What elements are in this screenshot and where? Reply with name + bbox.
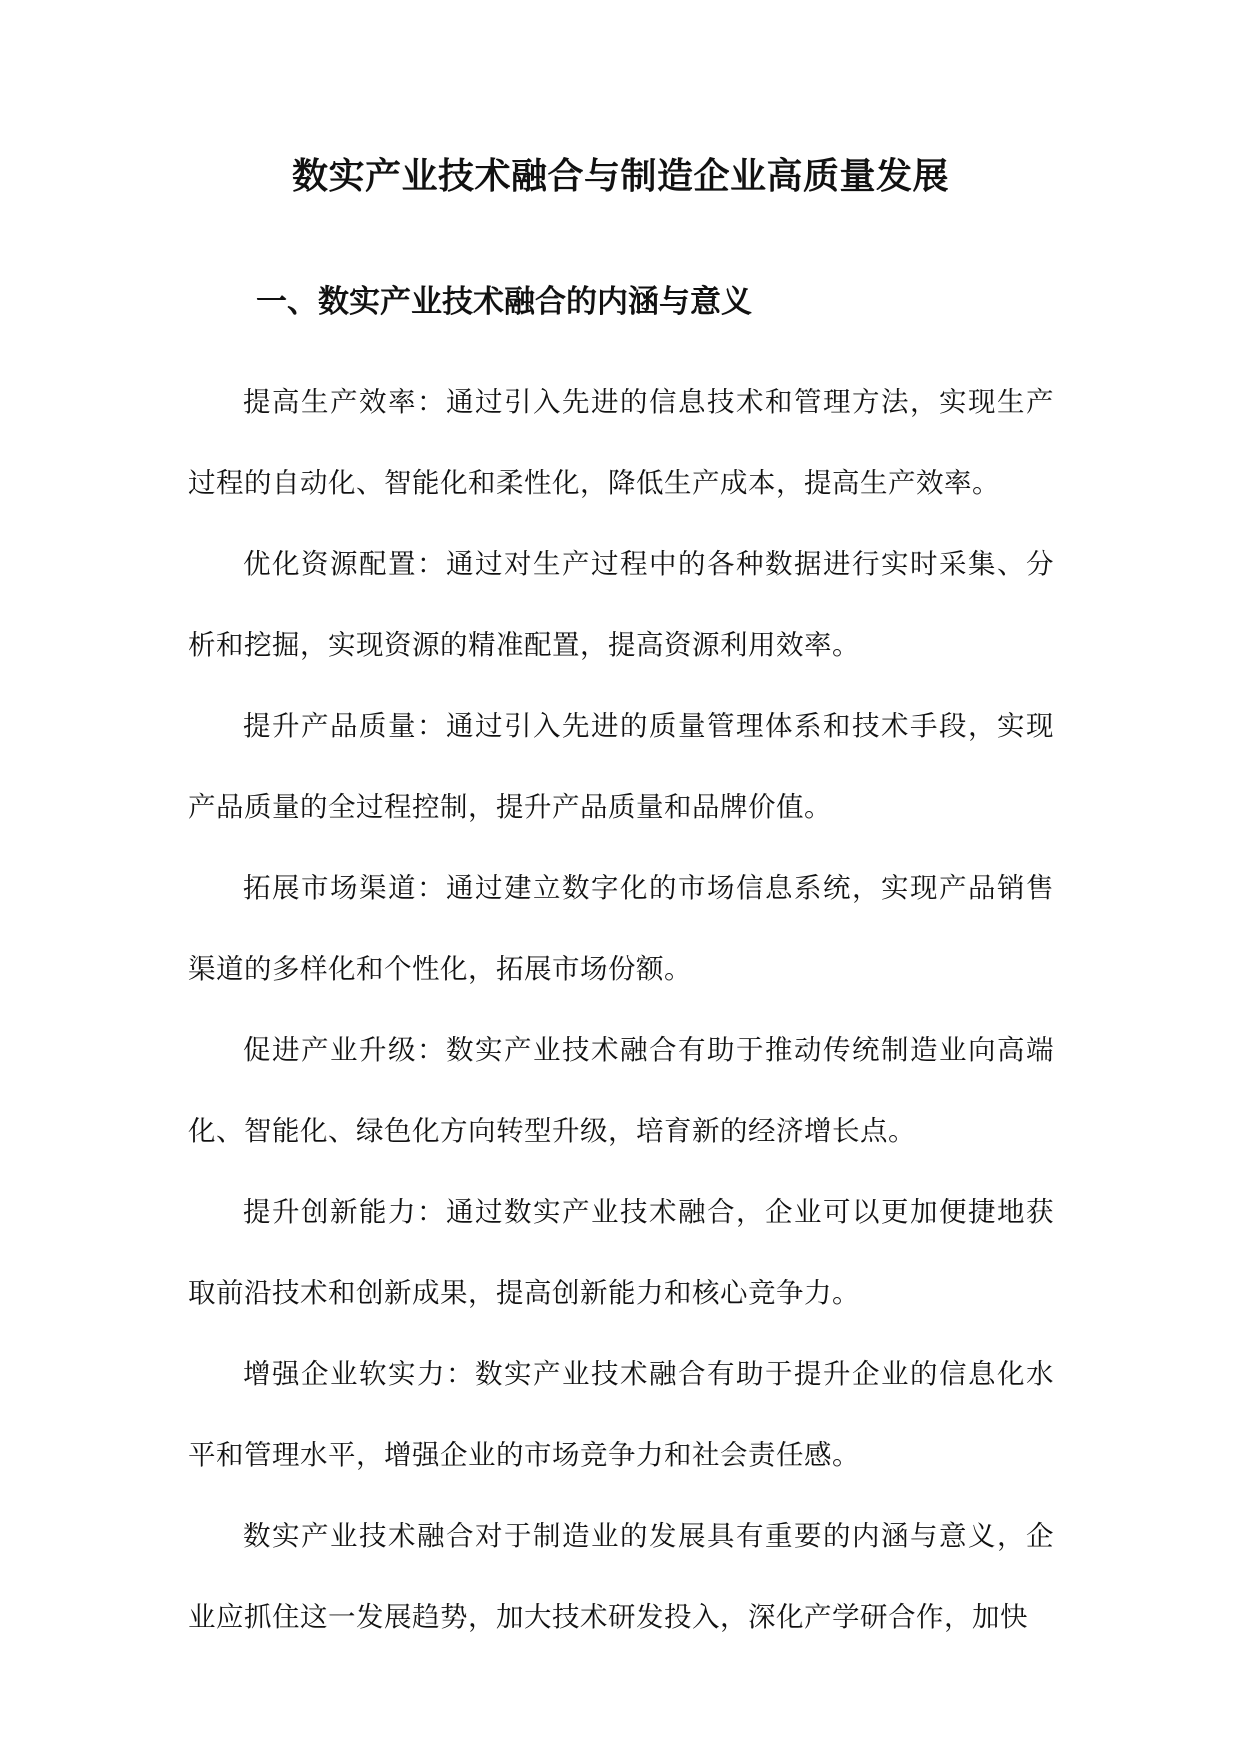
paragraph-resources: 优化资源配置：通过对生产过程中的各种数据进行实时采集、分析和挖掘，实现资源的精准配置，提高资源利用效率。 [188, 548, 1054, 661]
paragraph-quality: 提升产品质量：通过引入先进的质量管理体系和技术手段，实现产品质量的全过程控制，提升产品质量和品牌价值。 [188, 710, 1054, 823]
paragraph-market: 拓展市场渠道：通过建立数字化的市场信息系统，实现产品销售渠道的多样化和个性化，拓展市场份额。 [188, 872, 1054, 985]
body-text [188, 362, 1054, 1658]
paragraph-efficiency: 提高生产效率：通过引入先进的信息技术和管理方法，实现生产过程的自动化、智能化和柔性化，降低生产成本，提高生产效率。 [188, 386, 1054, 499]
paragraph-upgrade: 促进产业升级：数实产业技术融合有助于推动传统制造业向高端化、智能化、绿色化方向转型升级，培育新的经济增长点。 [188, 1034, 1054, 1147]
section-heading: 一、数实产业技术融合的内涵与意义 [256, 284, 752, 320]
paragraph-conclusion: 数实产业技术融合对于制造业的发展具有重要的内涵与意义，企业应抓住这一发展趋势，加大技术研发投入，深化产学研合作，加快 [188, 1520, 1054, 1633]
paragraph-soft-power: 增强企业软实力：数实产业技术融合有助于提升企业的信息化水平和管理水平，增强企业的市场竞争力和社会责任感。 [188, 1358, 1054, 1471]
document-title: 数实产业技术融合与制造企业高质量发展 [291, 155, 949, 197]
paragraph-innovation: 提升创新能力：通过数实产业技术融合，企业可以更加便捷地获取前沿技术和创新成果，提高创新能力和核心竞争力。 [188, 1196, 1054, 1309]
